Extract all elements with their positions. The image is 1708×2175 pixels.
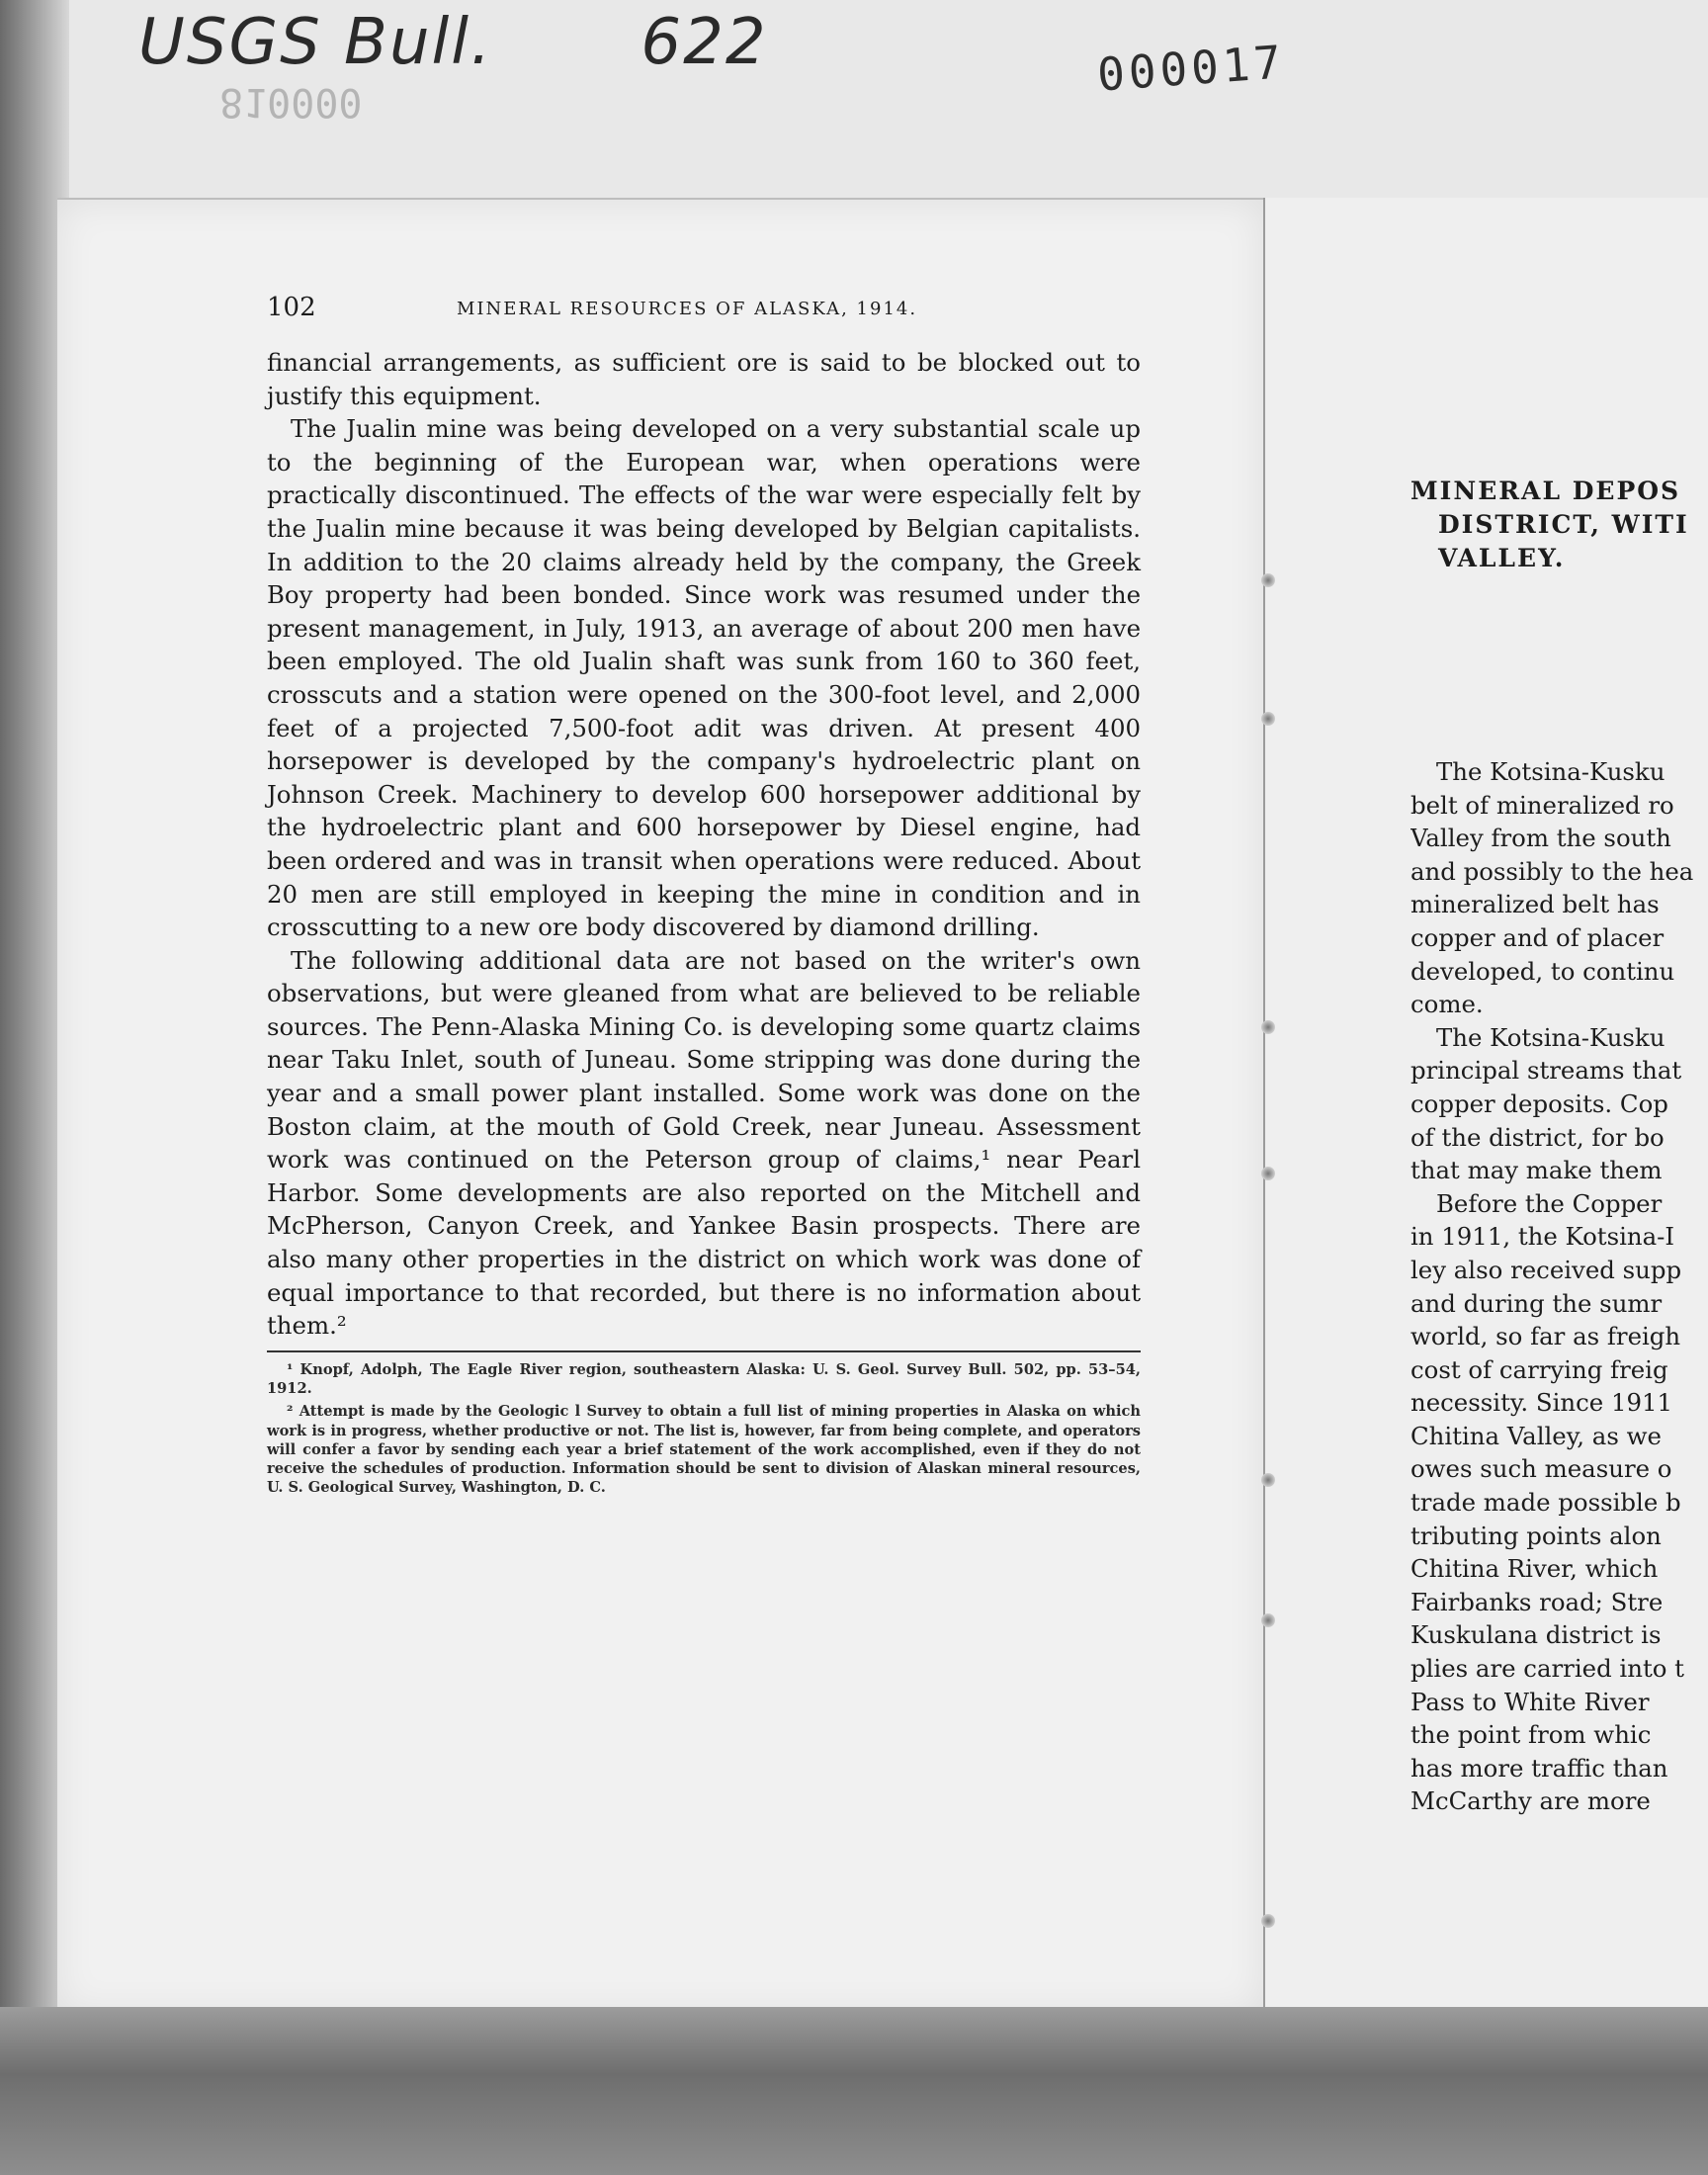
text-line: the point from whic	[1410, 1720, 1652, 1750]
binding-mark	[1261, 1914, 1275, 1928]
text-line: principal streams that	[1410, 1056, 1682, 1086]
binding-mark	[1261, 1167, 1275, 1180]
text-line: belt of mineralized ro	[1410, 790, 1674, 820]
footnote: ¹ Knopf, Adolph, The Eagle River region, southeastern Alaska: U. S. Geol. Survey Bull. 502, pp. 53–54, 1912.	[267, 1361, 1141, 1398]
text-line: The Kotsina-Kusku	[1436, 757, 1665, 786]
text-line: owes such measure o	[1410, 1454, 1672, 1484]
text-line: Before the Copper	[1436, 1188, 1663, 1218]
text-line: and possibly to the hea	[1410, 856, 1694, 886]
running-title: MINERAL RESOURCES OF ALASKA, 1914.	[457, 299, 918, 319]
body-text	[267, 346, 1141, 1343]
text-line: Kuskulana district is	[1410, 1620, 1662, 1650]
text-line: that may make them	[1410, 1156, 1663, 1185]
text-line: Pass to White River	[1410, 1687, 1650, 1716]
binding-mark	[1261, 712, 1275, 726]
faded-stamp: 810000	[219, 79, 363, 125]
section-heading-line: VALLEY.	[1438, 544, 1566, 572]
text-line: plies are carried into t	[1410, 1654, 1684, 1684]
text-line: tributing points alon	[1410, 1521, 1662, 1550]
section-heading	[1410, 475, 1708, 575]
text-line: ley also received supp	[1410, 1255, 1682, 1284]
right-page-body	[1410, 755, 1708, 1818]
text-line: Chitina River, which	[1410, 1554, 1659, 1584]
text-line: copper and of placer	[1410, 922, 1665, 952]
right-page-text	[1410, 0, 1708, 2175]
footnotes	[267, 1360, 1141, 1497]
text-line: copper deposits. Cop	[1410, 1088, 1668, 1118]
text-line: and during the sumr	[1410, 1288, 1663, 1318]
document-stamp-number: 000017	[1095, 35, 1287, 102]
paragraph: The following additional data are not based on the writer's own observations, but were gleaned from what are believed to be reliable sources. The Penn-Alaska Mining Co. is developing some quartz claims near Taku Inlet, south of Juneau. Some stripping was done during the year and a small power plant installed. Some work was done on the Boston claim, at the mouth of Gold Creek, near Juneau. Assessment work was continued on the Peterson group of claims,¹ near Pearl Harbor. Some developments are also reported on the Mitchell and McPherson, Canyon Creek, and Yankee Basin prospects. There are also many other properties in the district on which work was done of equal importance to that recorded, but there is no information about them.²	[267, 945, 1141, 1341]
handwritten-title: USGS Bull.	[138, 6, 493, 79]
section-heading-line: DISTRICT, WITI	[1438, 510, 1689, 539]
binding-mark	[1261, 573, 1275, 587]
text-line: necessity. Since 1911	[1410, 1388, 1673, 1418]
page-number: 102	[267, 293, 316, 322]
text-line: of the district, for bo	[1410, 1122, 1665, 1152]
paragraph: financial arrangements, as sufficient ore is said to be blocked out to justify this equipment.	[267, 348, 1141, 410]
text-line: has more traffic than	[1410, 1753, 1668, 1783]
handwritten-annotation	[138, 6, 768, 79]
text-line: in 1911, the Kotsina-I	[1410, 1222, 1675, 1252]
text-line: Chitina Valley, as we	[1410, 1421, 1662, 1450]
text-line: The Kotsina-Kusku	[1436, 1022, 1665, 1052]
text-line: McCarthy are more	[1410, 1786, 1651, 1816]
section-heading-line: MINERAL DEPOS	[1410, 477, 1681, 505]
text-line: developed, to continu	[1410, 956, 1675, 986]
running-head	[267, 293, 1137, 332]
footnote: ² Attempt is made by the Geologic l Survey to obtain a full list of mining properties in Alaska on which work is in progress, whether productive or not. The list is, however, far from being complete, and operators will confer a favor by sending each year a brief statement of the work accomplished, even if they do not receive the schedules of production. Information should be sent to division of Alaskan mineral resources, U. S. Geological Survey, Washington, D. C.	[267, 1403, 1141, 1497]
handwritten-number: 622	[640, 6, 768, 79]
paragraph: The Jualin mine was being developed on a very substantial scale up to the beginning of the European war, when operations were practically discontinued. The effects of the war were especially felt by the Jualin mine because it was being developed by Belgian capitalists. In addition to the 20 claims already held by the company, the Greek Boy property had been bonded. Since work was resumed under the present management, in July, 1913, an average of about 200 men have been employed. The old Jualin shaft was sunk from 160 to 360 feet, crosscuts and a station were opened on the 300-foot level, and 2,000 feet of a projected 7,500-foot adit was driven. At present 400 horsepower is developed by the company's hydroelectric plant on Johnson Creek. Machinery to develop 600 horsepower additional by the hydroelectric plant and 600 horsepower by Diesel engine, had been ordered and was in transit when operations were reduced. About 20 men are still employed in keeping the mine in condition and in crosscutting to a new ore body discovered by diamond drilling.	[267, 414, 1141, 942]
footnote-rule	[267, 1350, 1141, 1352]
binding-mark	[1261, 1613, 1275, 1627]
text-line: mineralized belt has	[1410, 890, 1660, 919]
binding-mark	[1261, 1020, 1275, 1034]
text-line: world, so far as freigh	[1410, 1322, 1681, 1351]
text-line: come.	[1410, 990, 1484, 1019]
binding-mark	[1261, 1473, 1275, 1487]
text-line: cost of carrying freig	[1410, 1354, 1668, 1384]
text-line: Fairbanks road; Stre	[1410, 1587, 1664, 1616]
text-line: Valley from the south	[1410, 824, 1671, 853]
text-line: trade made possible b	[1410, 1488, 1681, 1518]
